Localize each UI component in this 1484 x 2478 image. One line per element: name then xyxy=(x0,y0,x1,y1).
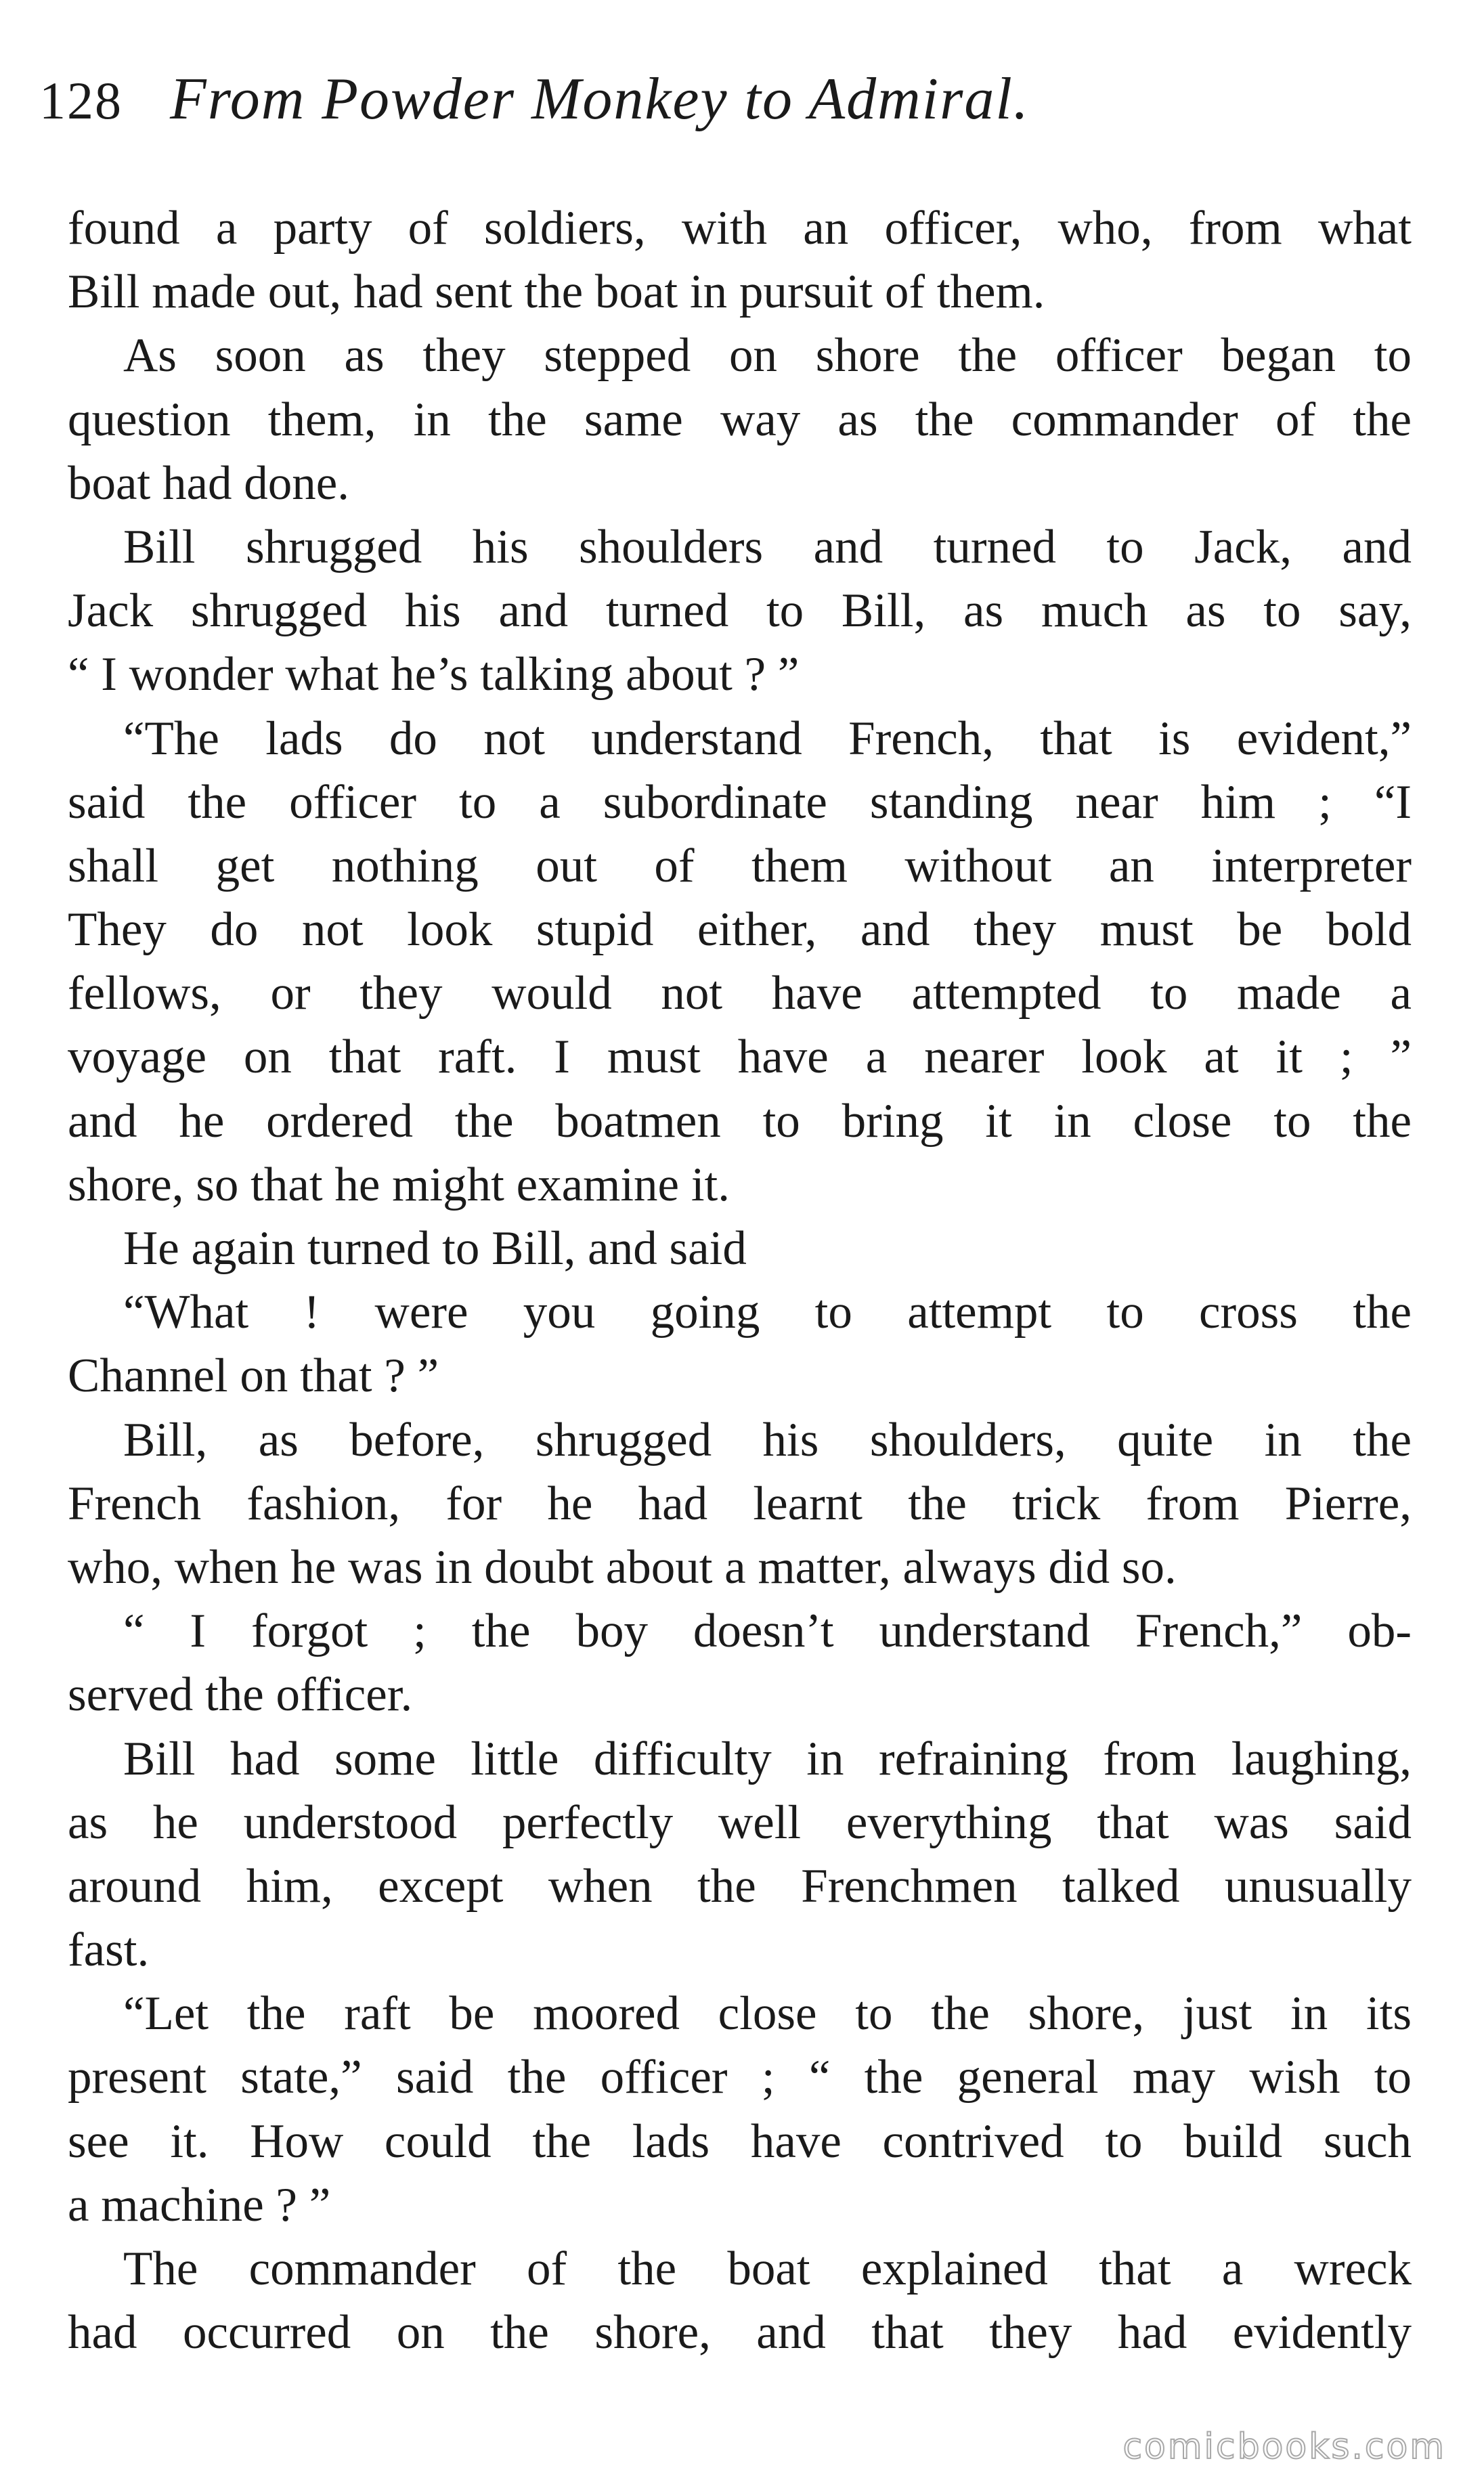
text-line: fast. xyxy=(68,1923,150,1977)
text-line: As soon as they stepped on shore the officer began to xyxy=(123,329,1412,383)
text-line: and he ordered the boatmen to bring it in close to the xyxy=(68,1094,1412,1148)
text-line: “What ! were you going to attempt to cross the xyxy=(123,1286,1412,1339)
text-line: “Let the raft be moored close to the shore, just in its xyxy=(123,1987,1412,2041)
text-line: Bill made out, had sent the boat in pursuit of them. xyxy=(68,265,1045,319)
text-line: around him, except when the Frenchmen talked unusually xyxy=(68,1859,1412,1913)
text-line: see it. How could the lads have contrived to build such xyxy=(68,2114,1412,2168)
text-line: Bill had some little difficulty in refraining from laughing, xyxy=(123,1732,1412,1785)
text-line: Channel on that ? ” xyxy=(68,1349,439,1403)
text-line: He again turned to Bill, and said xyxy=(123,1222,747,1275)
text-line: shore, so that he might examine it. xyxy=(68,1158,730,1211)
text-line: a machine ? ” xyxy=(68,2178,331,2232)
text-line: as he understood perfectly well everything that was said xyxy=(68,1796,1412,1849)
text-line: found a party of soldiers, with an officer, who, from what xyxy=(68,202,1412,255)
text-line: shall get nothing out of them without an interpreter xyxy=(68,839,1412,892)
text-line: They do not look stupid either, and they must be bold xyxy=(68,903,1412,957)
text-line: “The lads do not understand French, that is evident,” xyxy=(123,712,1412,765)
text-line: Bill shrugged his shoulders and turned to Jack, and xyxy=(123,520,1412,573)
text-line: boat had done. xyxy=(68,456,350,510)
text-line: “ I forgot ; the boy doesn’t understand French,” ob- xyxy=(123,1605,1412,1658)
text-line: had occurred on the shore, and that they had evidently xyxy=(68,2306,1412,2360)
text-line: Bill, as before, shrugged his shoulders, quite in the xyxy=(123,1413,1412,1466)
body-text xyxy=(68,196,1412,2364)
page-number: 128 xyxy=(39,71,123,130)
text-line: Jack shrugged his and turned to Bill, as much as to say, xyxy=(68,584,1412,638)
text-line: voyage on that raft. I must have a nearer look at it ; ” xyxy=(68,1030,1412,1084)
running-head xyxy=(39,65,1326,146)
text-line: The commander of the boat explained that a wreck xyxy=(123,2242,1412,2295)
text-line: French fashion, for he had learnt the trick from Pierre, xyxy=(68,1477,1412,1530)
text-line: “ I wonder what he’s talking about ? ” xyxy=(68,648,800,701)
text-line: served the officer. xyxy=(68,1668,413,1722)
watermark: comicbooks.com xyxy=(1122,2427,1446,2467)
running-title: From Powder Monkey to Admiral. xyxy=(170,66,1030,132)
text-line: said the officer to a subordinate standing near him ; “I xyxy=(68,775,1412,829)
text-line: present state,” said the officer ; “ the general may wish to xyxy=(68,2051,1412,2104)
text-line: question them, in the same way as the commander of the xyxy=(68,393,1412,446)
text-line: who, when he was in doubt about a matter, always did so. xyxy=(68,1540,1177,1594)
text-line: fellows, or they would not have attempted to made a xyxy=(68,967,1412,1020)
